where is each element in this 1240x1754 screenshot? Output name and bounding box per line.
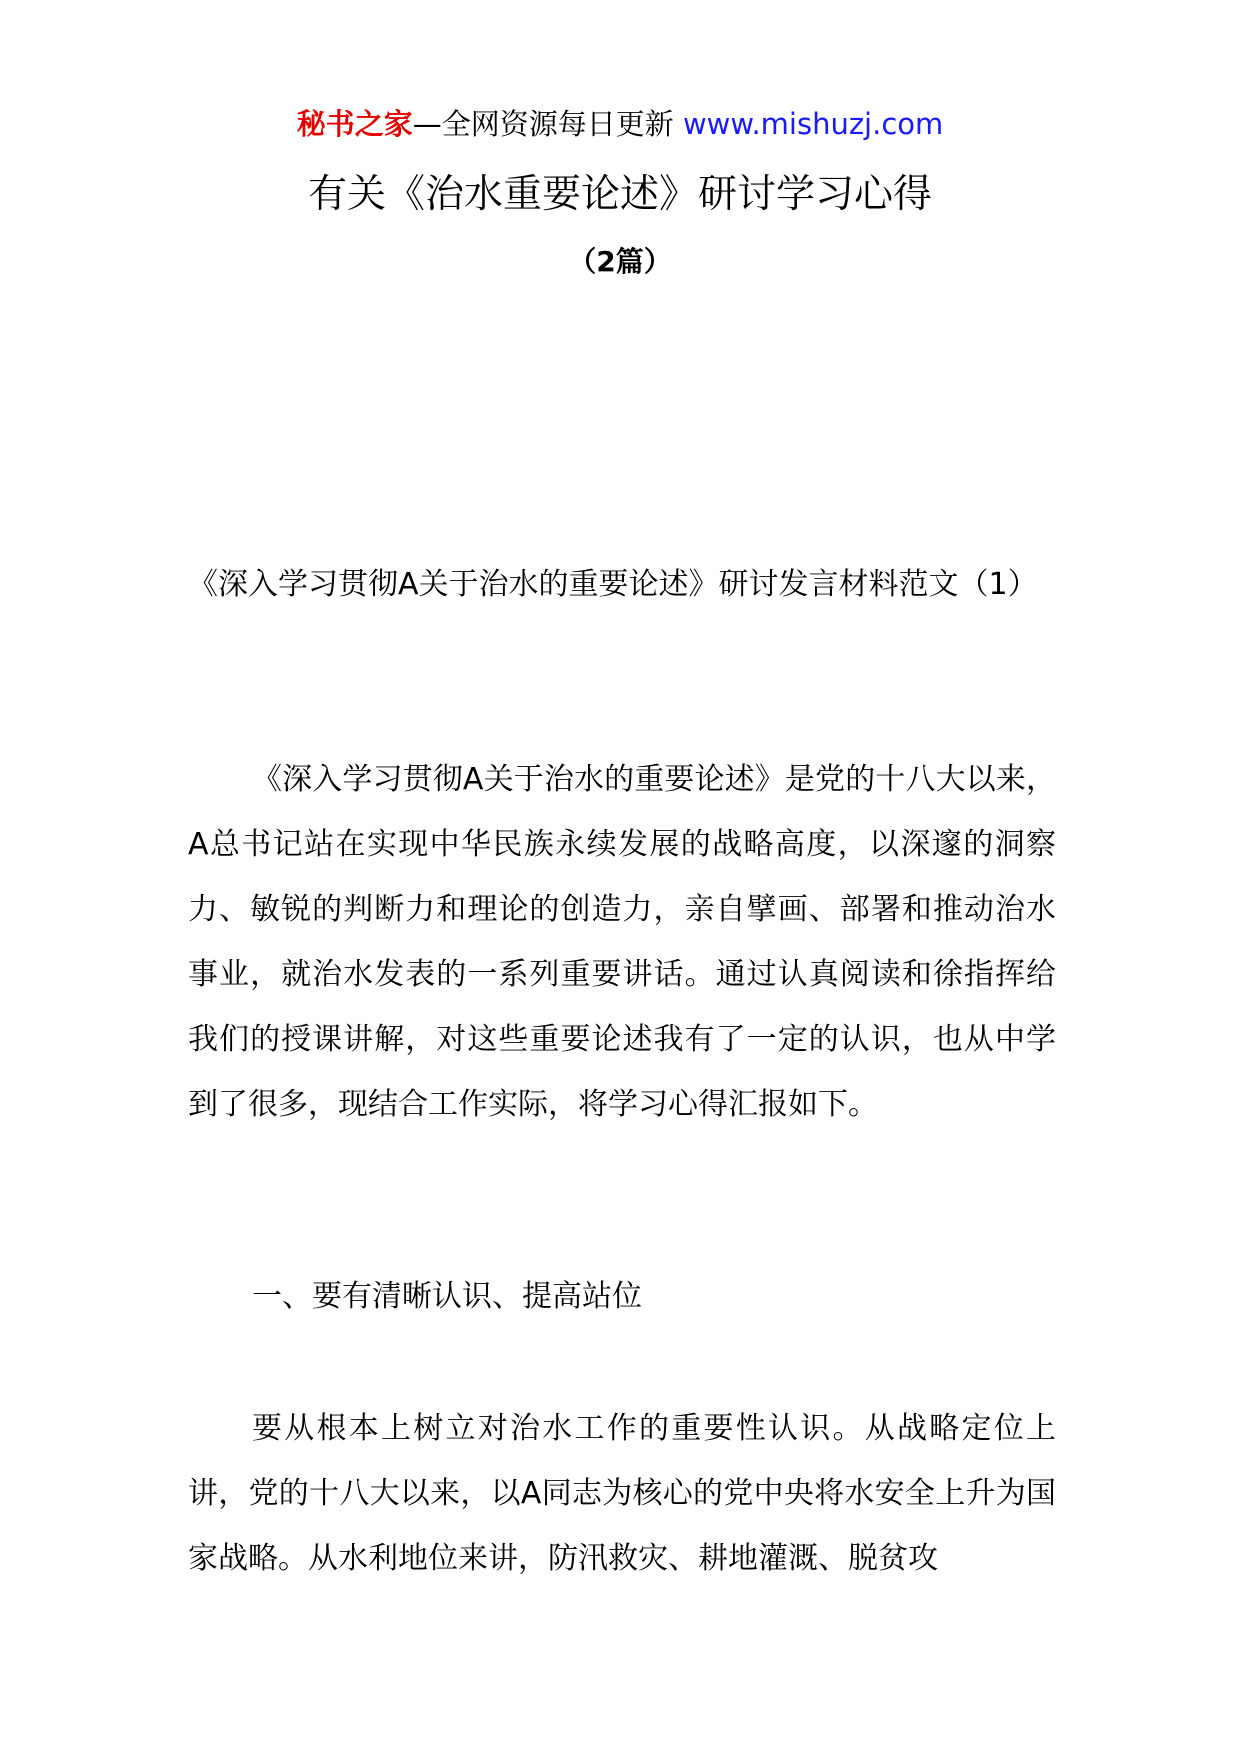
body-paragraph: 要从根本上树立对治水工作的重要性认识。从战略定位上讲，党的十八大以来，以A同志为核心的党中央将水安全上升为国家战略。从水利地位来讲，防汛救灾、耕地灌溉、脱贫攻: [188, 1411, 1056, 1576]
body-paragraph: 《深入学习贯彻A关于治水的重要论述》是党的十八大以来，A总书记站在实现中华民族永续发展的战略高度，以深邃的洞察力、敏锐的判断力和理论的创造力，亲自擘画、部署和推动治水事业，就治水发表的一系列重要讲话。通过认真阅读和徐指挥给我们的授课讲解，对这些重要论述我有了一定的认识，也从中学到了很多，现结合工作实际，将学习心得汇报如下。: [188, 762, 1056, 1122]
site-url-link[interactable]: www.mishuzj.com: [682, 107, 944, 141]
brand-name: 秘书之家: [296, 107, 413, 141]
document-subtitle: （2篇）: [568, 245, 672, 278]
document-title: 有关《治水重要论述》研讨学习心得: [307, 172, 932, 217]
article-heading: 《深入学习贯彻A关于治水的重要论述》研讨发言材料范文（1）: [188, 567, 1038, 602]
site-banner: [0, 104, 1240, 144]
section-heading: 一、要有清晰认识、提高站位: [252, 1279, 642, 1314]
banner-slogan: —全网资源每日更新: [412, 107, 674, 141]
